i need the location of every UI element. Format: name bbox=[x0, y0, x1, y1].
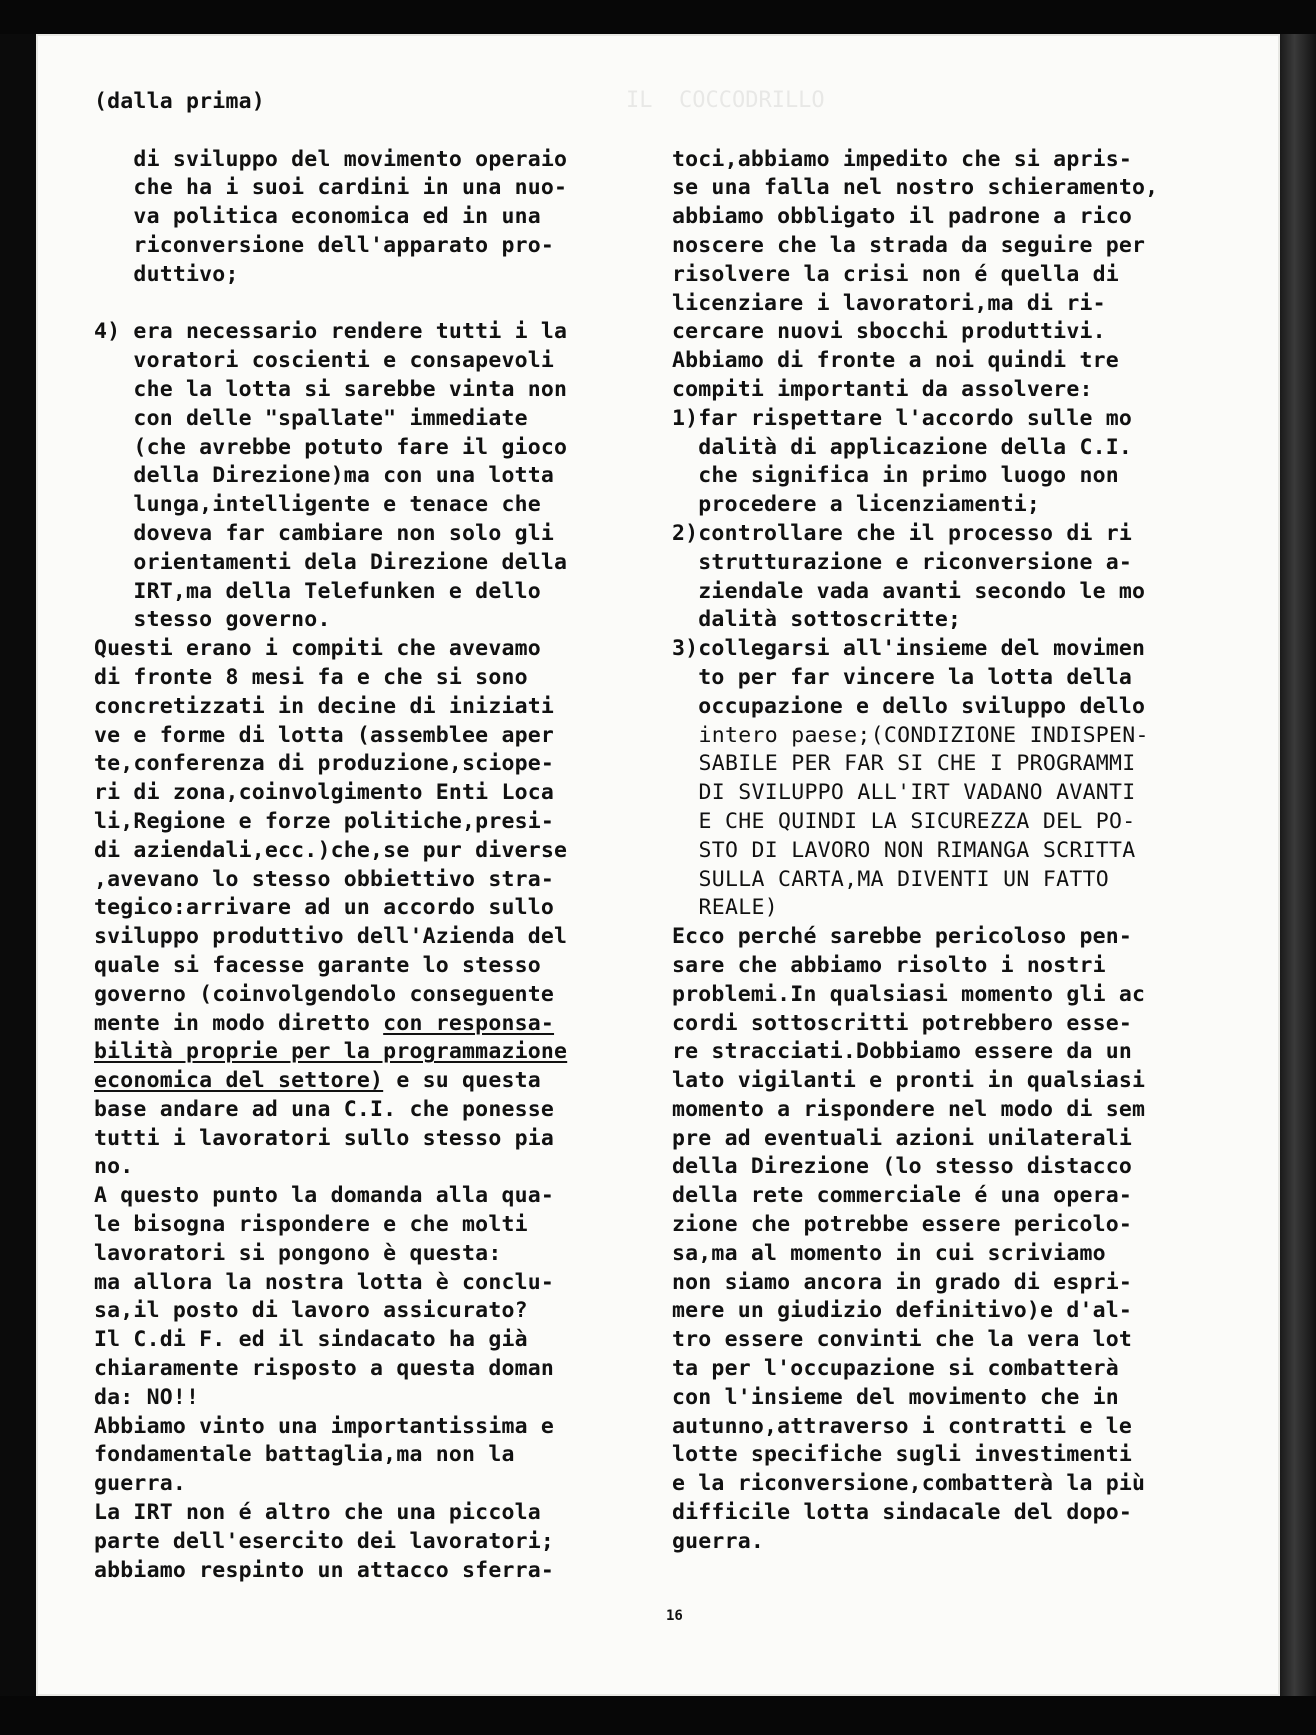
text-line: problemi.In qualsiasi momento gli ac bbox=[672, 981, 1146, 1007]
text-line: ve e forme di lotta (assemblee aper bbox=[94, 722, 555, 748]
text-line bbox=[672, 88, 1272, 117]
text-line: cercare nuovi sbocchi produttivi. bbox=[672, 319, 1106, 345]
text-line: che la lotta si sarebbe vinta non bbox=[94, 376, 568, 402]
text-line: ,avevano lo stesso obbiettivo stra- bbox=[94, 866, 555, 892]
text-line: di sviluppo del movimento operaio bbox=[94, 146, 568, 172]
left-text-column bbox=[94, 88, 694, 1585]
text-line: momento a rispondere nel modo di sem bbox=[672, 1096, 1146, 1122]
text-line: 3)collegarsi all'insieme del movimen bbox=[672, 636, 1146, 662]
text-line: tutti i lavoratori sullo stesso pia bbox=[94, 1125, 555, 1151]
text-line: lunga,intelligente e tenace che bbox=[94, 492, 541, 518]
text-line: 4) era necessario rendere tutti i la bbox=[94, 319, 568, 345]
text-line: STO DI LAVORO NON RIMANGA SCRITTA bbox=[672, 837, 1136, 863]
text-line: Ecco perché sarebbe pericoloso pen- bbox=[672, 924, 1133, 950]
text-line: della Direzione (lo stesso distacco bbox=[672, 1154, 1133, 1180]
text-line: e la riconversione,combatterà la più bbox=[672, 1471, 1146, 1497]
text-line: pre ad eventuali azioni unilaterali bbox=[672, 1125, 1133, 1151]
text-line: REALE) bbox=[672, 895, 778, 921]
text-line: risolvere la crisi non é quella di bbox=[672, 261, 1119, 287]
right-text-column bbox=[672, 88, 1272, 1557]
text-line: se una falla nel nostro schieramento, bbox=[672, 175, 1159, 201]
text-line: sa,ma al momento in cui scriviamo bbox=[672, 1240, 1106, 1266]
text-line: strutturazione e riconversione a- bbox=[672, 549, 1133, 575]
text-line: cordi sottoscritti potrebbero esse- bbox=[672, 1010, 1133, 1036]
text-line: intero paese;(CONDIZIONE INDISPEN- bbox=[672, 722, 1149, 748]
text-line: concretizzati in decine di iniziati bbox=[94, 693, 555, 719]
text-line: La IRT non é altro che una piccola bbox=[94, 1500, 541, 1526]
text-line: occupazione e dello sviluppo dello bbox=[672, 693, 1146, 719]
text-line: ma allora la nostra lotta è conclu- bbox=[94, 1269, 555, 1295]
text-line: lotte specifiche sugli investimenti bbox=[672, 1442, 1133, 1468]
text-line: autunno,attraverso i contratti e le bbox=[672, 1413, 1133, 1439]
text-line: (che avrebbe potuto fare il gioco bbox=[94, 434, 568, 460]
text-line: le bisogna rispondere e che molti bbox=[94, 1212, 528, 1238]
text-line: (dalla prima) bbox=[94, 89, 265, 114]
bleed-through-texture: IL COCCODRILLO bbox=[626, 88, 825, 113]
text-line: noscere che la strada da seguire per bbox=[672, 232, 1146, 258]
page-number: 16 bbox=[666, 1608, 683, 1624]
text-line: lato vigilanti e pronti in qualsiasi bbox=[672, 1068, 1146, 1094]
text-line: zione che potrebbe essere pericolo- bbox=[672, 1212, 1133, 1238]
text-line: con delle "spallate" immediate bbox=[94, 405, 528, 431]
text-line: della Direzione)ma con una lotta bbox=[94, 463, 555, 489]
text-line: ziendale vada avanti secondo le mo bbox=[672, 578, 1146, 604]
text-line: economica del settore) e su questa bbox=[94, 1068, 541, 1094]
text-line: stesso governo. bbox=[94, 607, 331, 633]
text-line: bilità proprie per la programmazione bbox=[94, 1039, 568, 1065]
text-line: licenziare i lavoratori,ma di ri- bbox=[672, 290, 1106, 316]
text-line: da: NO!! bbox=[94, 1384, 200, 1410]
text-line: tegico:arrivare ad un accordo sullo bbox=[94, 895, 555, 921]
text-line: di fronte 8 mesi fa e che si sono bbox=[94, 664, 528, 690]
text-line bbox=[672, 117, 1272, 146]
text-line: toci,abbiamo impedito che si apris- bbox=[672, 146, 1133, 172]
text-line: va politica economica ed in una bbox=[94, 204, 541, 230]
text-line: abbiamo obbligato il padrone a rico bbox=[672, 204, 1133, 230]
text-line: difficile lotta sindacale del dopo- bbox=[672, 1500, 1133, 1526]
text-line: quale si facesse garante lo stesso bbox=[94, 952, 541, 978]
text-line: 1)far rispettare l'accordo sulle mo bbox=[672, 405, 1133, 431]
text-line: lavoratori si pongono è questa: bbox=[94, 1240, 502, 1266]
text-line: ri di zona,coinvolgimento Enti Loca bbox=[94, 780, 555, 806]
text-line: della rete commerciale é una opera- bbox=[672, 1183, 1133, 1209]
text-line: Il C.di F. ed il sindacato ha già bbox=[94, 1327, 528, 1353]
text-line: to per far vincere la lotta della bbox=[672, 664, 1133, 690]
text-line: dalità sottoscritte; bbox=[672, 607, 962, 633]
text-line: di aziendali,ecc.)che,se pur diverse bbox=[94, 837, 568, 863]
text-line: Abbiamo di fronte a noi quindi tre bbox=[672, 348, 1119, 374]
text-line: non siamo ancora in grado di espri- bbox=[672, 1269, 1133, 1295]
text-line: 2)controllare che il processo di ri bbox=[672, 520, 1133, 546]
text-line: compiti importanti da assolvere: bbox=[672, 376, 1093, 402]
text-line: tro essere convinti che la vera lot bbox=[672, 1327, 1133, 1353]
text-line: Questi erano i compiti che avevamo bbox=[94, 636, 541, 662]
text-line: IRT,ma della Telefunken e dello bbox=[94, 578, 541, 604]
text-line: voratori coscienti e consapevoli bbox=[94, 348, 555, 374]
text-line: mente in modo diretto con responsa- bbox=[94, 1010, 555, 1036]
text-line: A questo punto la domanda alla qua- bbox=[94, 1183, 555, 1209]
text-line: base andare ad una C.I. che ponesse bbox=[94, 1096, 555, 1122]
text-line: che ha i suoi cardini in una nuo- bbox=[94, 175, 568, 201]
text-line: mere un giudizio definitivo)e d'al- bbox=[672, 1298, 1133, 1324]
text-line: chiaramente risposto a questa doman bbox=[94, 1356, 555, 1382]
text-line: orientamenti dela Direzione della bbox=[94, 549, 568, 575]
text-line: sare che abbiamo risolto i nostri bbox=[672, 952, 1106, 978]
scan-top-border bbox=[0, 0, 1316, 34]
text-line: fondamentale battaglia,ma non la bbox=[94, 1442, 515, 1468]
text-line bbox=[94, 290, 694, 319]
scan-bottom-border bbox=[0, 1696, 1316, 1735]
document-page bbox=[36, 34, 1280, 1696]
text-line: SABILE PER FAR SI CHE I PROGRAMMI bbox=[672, 751, 1136, 777]
text-line: procedere a licenziamenti; bbox=[672, 492, 1041, 518]
text-line: sa,il posto di lavoro assicurato? bbox=[94, 1298, 528, 1324]
text-line: doveva far cambiare non solo gli bbox=[94, 520, 555, 546]
text-line: governo (coinvolgendolo conseguente bbox=[94, 981, 555, 1007]
text-line: guerra. bbox=[672, 1528, 765, 1554]
text-line: abbiamo respinto un attacco sferra- bbox=[94, 1557, 555, 1583]
text-line bbox=[94, 117, 694, 146]
text-line: con l'insieme del movimento che in bbox=[672, 1384, 1119, 1410]
text-line: guerra. bbox=[94, 1471, 187, 1497]
scan-right-edge bbox=[1280, 34, 1316, 1735]
text-line: DI SVILUPPO ALL'IRT VADANO AVANTI bbox=[672, 780, 1136, 806]
text-line: no. bbox=[94, 1154, 134, 1180]
text-line: Abbiamo vinto una importantissima e bbox=[94, 1413, 555, 1439]
text-line: che significa in primo luogo non bbox=[672, 463, 1119, 489]
text-line: te,conferenza di produzione,sciope- bbox=[94, 751, 555, 777]
text-line: riconversione dell'apparato pro- bbox=[94, 232, 555, 258]
text-line: duttivo; bbox=[94, 261, 239, 287]
text-line: E CHE QUINDI LA SICUREZZA DEL PO- bbox=[672, 808, 1136, 834]
text-line: re stracciati.Dobbiamo essere da un bbox=[672, 1039, 1133, 1065]
text-line: li,Regione e forze politiche,presi- bbox=[94, 808, 555, 834]
text-line: SULLA CARTA,MA DIVENTI UN FATTO bbox=[672, 866, 1110, 892]
text-line: parte dell'esercito dei lavoratori; bbox=[94, 1528, 555, 1554]
text-line: sviluppo produttivo dell'Azienda del bbox=[94, 924, 568, 950]
text-line: dalità di applicazione della C.I. bbox=[672, 434, 1133, 460]
text-line: ta per l'occupazione si combatterà bbox=[672, 1356, 1119, 1382]
